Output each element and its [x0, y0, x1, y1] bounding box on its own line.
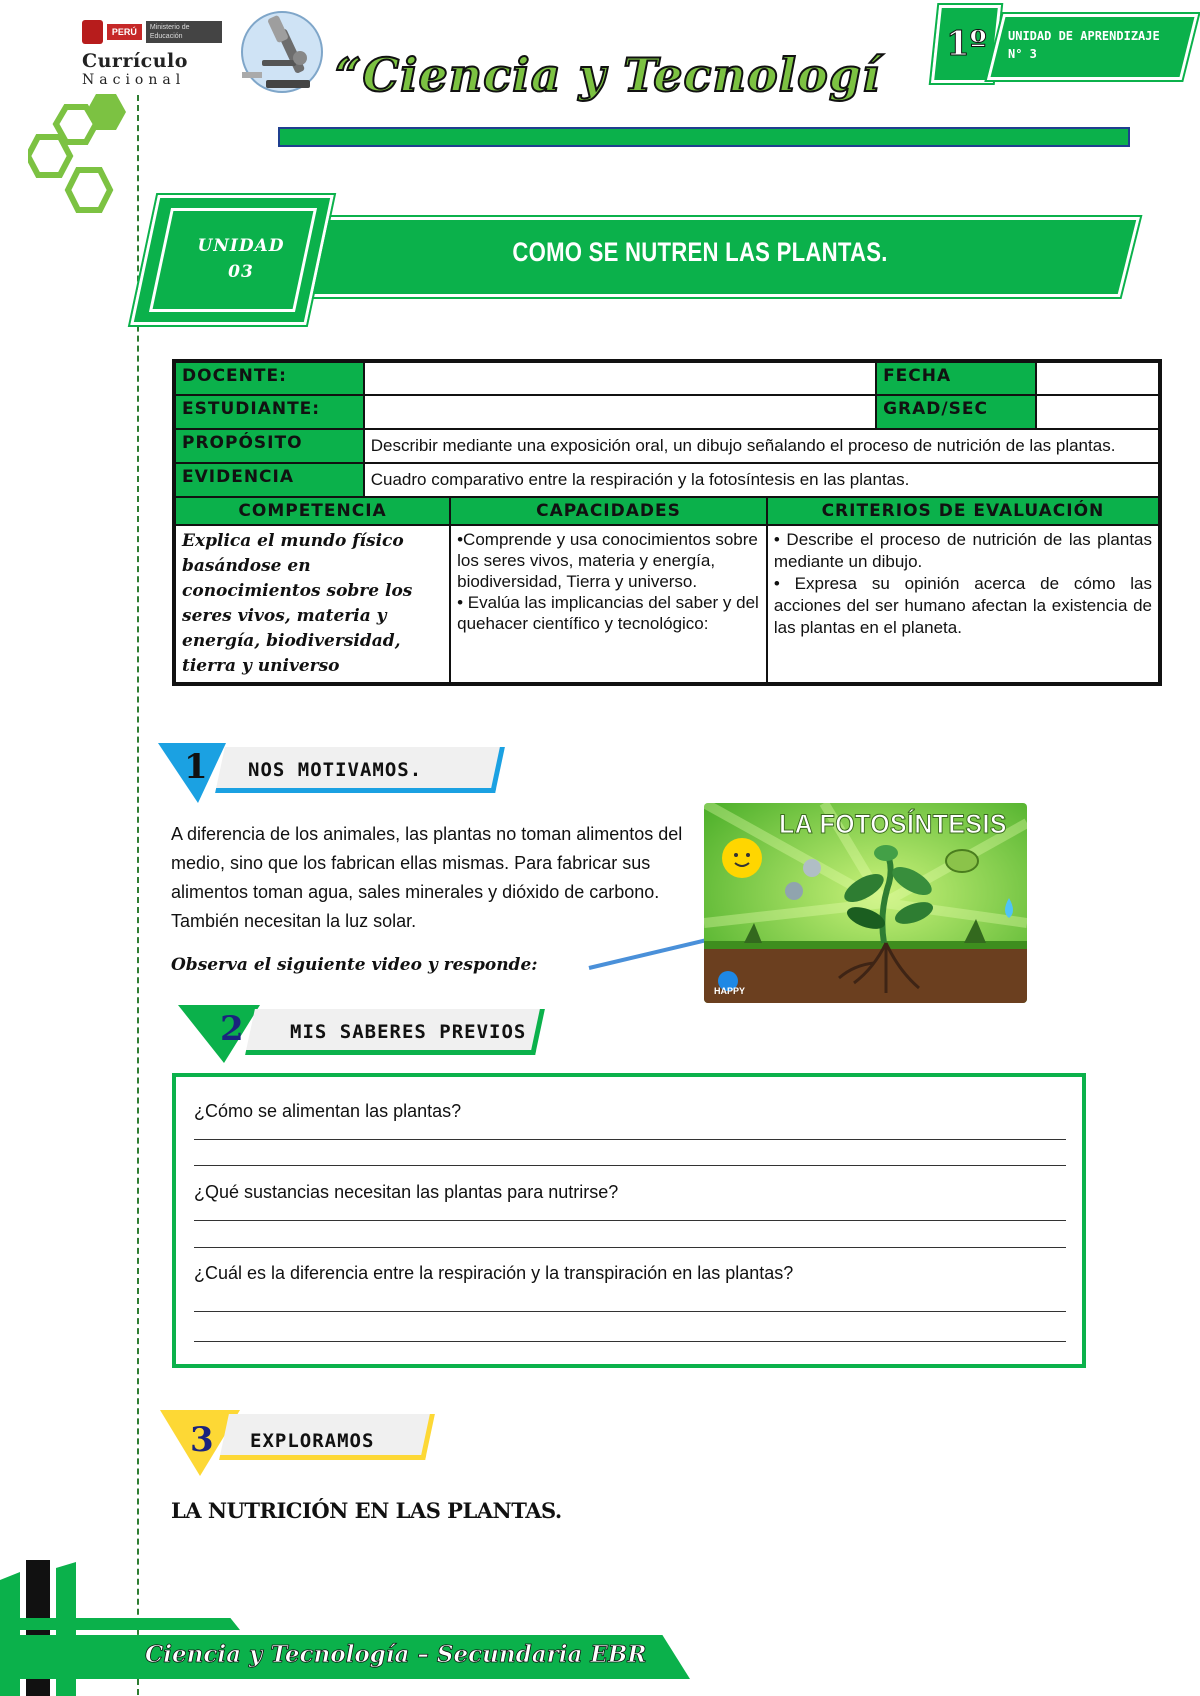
unit-title: COMO SE NUTREN LAS PLANTAS.: [512, 237, 888, 267]
info-table: [172, 359, 1162, 686]
answer-line[interactable]: [194, 1139, 1066, 1140]
dashed-margin-line: [137, 95, 139, 1695]
fecha-label: FECHA: [876, 361, 1036, 395]
grade-text: 1º: [945, 24, 987, 64]
section-2-banner: [178, 1005, 548, 1057]
gradsec-label: GRAD/SEC: [876, 395, 1036, 429]
section-1-banner: [158, 743, 508, 795]
section-1-title: NOS MOTIVAMOS.: [248, 759, 423, 781]
gradsec-field[interactable]: [1036, 395, 1160, 429]
title-underline-bar: [278, 127, 1130, 147]
answer-line[interactable]: [194, 1165, 1066, 1166]
header-capacidades: CAPACIDADES: [450, 497, 767, 525]
photosynthesis-title: LA FOTOSÍNTESIS: [779, 809, 1007, 839]
nutrition-heading: LA NUTRICIÓN EN LAS PLANTAS.: [171, 1498, 562, 1523]
footer-accent-bar: [0, 1618, 240, 1630]
answer-line[interactable]: [194, 1341, 1066, 1342]
header-competencia: COMPETENCIA: [174, 497, 450, 525]
logo-ministry: Ministerio de Educación: [146, 21, 222, 43]
criterios-cell: [767, 525, 1160, 684]
curriculo-nacional-logo: [82, 20, 222, 88]
question-1: ¿Cómo se alimentan las plantas?: [194, 1101, 462, 1121]
observe-instruction: Observa el siguiente video y responde:: [171, 955, 538, 975]
hexagon-decoration-icon: [28, 92, 138, 222]
proposito-value: Describir mediante una exposición oral, un dibujo señalando el proceso de nutrición de las plantas.: [364, 429, 1160, 463]
section-1-number: 1: [184, 747, 208, 787]
logo-line2: Nacional: [82, 72, 186, 88]
estudiante-label: ESTUDIANTE:: [174, 395, 364, 429]
capacidad-item: • Evalúa las implicancias del saber y del quehacer científico y tecnológico:: [457, 593, 759, 633]
motivation-paragraph: A diferencia de los animales, las plantas no toman alimentos del medio, sino que los fabrican ellas mismas. Para fabricar sus alimentos toman agua, sales minerales y dióxido de carbono. También necesitan la luz solar.: [171, 824, 683, 931]
question-2: ¿Qué sustancias necesitan las plantas para nutrirse?: [194, 1182, 619, 1202]
docente-label: DOCENTE:: [174, 361, 364, 395]
capacidad-item: •Comprende y usa conocimientos sobre los seres vivos, materia y energía, biodiversidad, Tierra y universo.: [457, 530, 758, 591]
main-title: “Ciencia y Tecnologí: [335, 48, 881, 102]
proposito-label: PROPÓSITO: [174, 429, 364, 463]
question-3: ¿Cuál es la diferencia entre la respiración y la transpiración en las plantas?: [194, 1263, 794, 1283]
section-3-banner: [160, 1410, 440, 1462]
saberes-previos-box: [172, 1073, 1086, 1368]
evidencia-label: EVIDENCIA: [174, 463, 364, 497]
docente-field[interactable]: [364, 361, 876, 395]
section-3-number: 3: [190, 1420, 214, 1460]
answer-line[interactable]: [194, 1311, 1066, 1312]
unit-tag-line2: N° 3: [1008, 47, 1037, 61]
capacidades-cell: [450, 525, 767, 684]
unit-tag-line1: UNIDAD DE APRENDIZAJE: [1008, 29, 1160, 43]
peru-shield-icon: [82, 20, 103, 44]
answer-line[interactable]: [194, 1247, 1066, 1248]
footer-text: Ciencia y Tecnología – Secundaria EBR: [145, 1641, 647, 1668]
logo-line1: Currículo: [82, 50, 188, 72]
image-badge: HAPPY: [714, 986, 746, 996]
unit-label: [196, 233, 286, 285]
criterio-item: • Expresa su opinión acerca de cómo las acciones del ser humano afectan la existencia de las plantas en el planeta.: [773, 574, 1152, 637]
unit-label-line2: 03: [228, 262, 254, 282]
fecha-field[interactable]: [1036, 361, 1160, 395]
header-criterios: CRITERIOS DE EVALUACIÓN: [767, 497, 1160, 525]
competencia-cell: Explica el mundo físico basándose en conocimientos sobre los seres vivos, materia y energía, biodiversidad, tierra y universo: [174, 525, 450, 684]
section-3-title: EXPLORAMOS: [250, 1430, 375, 1452]
section-2-title: MIS SABERES PREVIOS: [290, 1021, 527, 1043]
answer-line[interactable]: [194, 1220, 1066, 1221]
criterio-item: • Describe el proceso de nutrición de las plantas mediante un dibujo.: [773, 530, 1152, 571]
section-2-number: 2: [220, 1009, 244, 1049]
photosynthesis-video-thumbnail[interactable]: [704, 803, 1027, 1003]
logo-country: PERÚ: [107, 24, 142, 40]
unit-label-line1: UNIDAD: [197, 236, 285, 256]
microscope-icon: [236, 8, 328, 94]
evidencia-value: Cuadro comparativo entre la respiración y la fotosíntesis en las plantas.: [364, 463, 1160, 497]
unit-tag-text: [1008, 27, 1160, 63]
estudiante-field[interactable]: [364, 395, 876, 429]
